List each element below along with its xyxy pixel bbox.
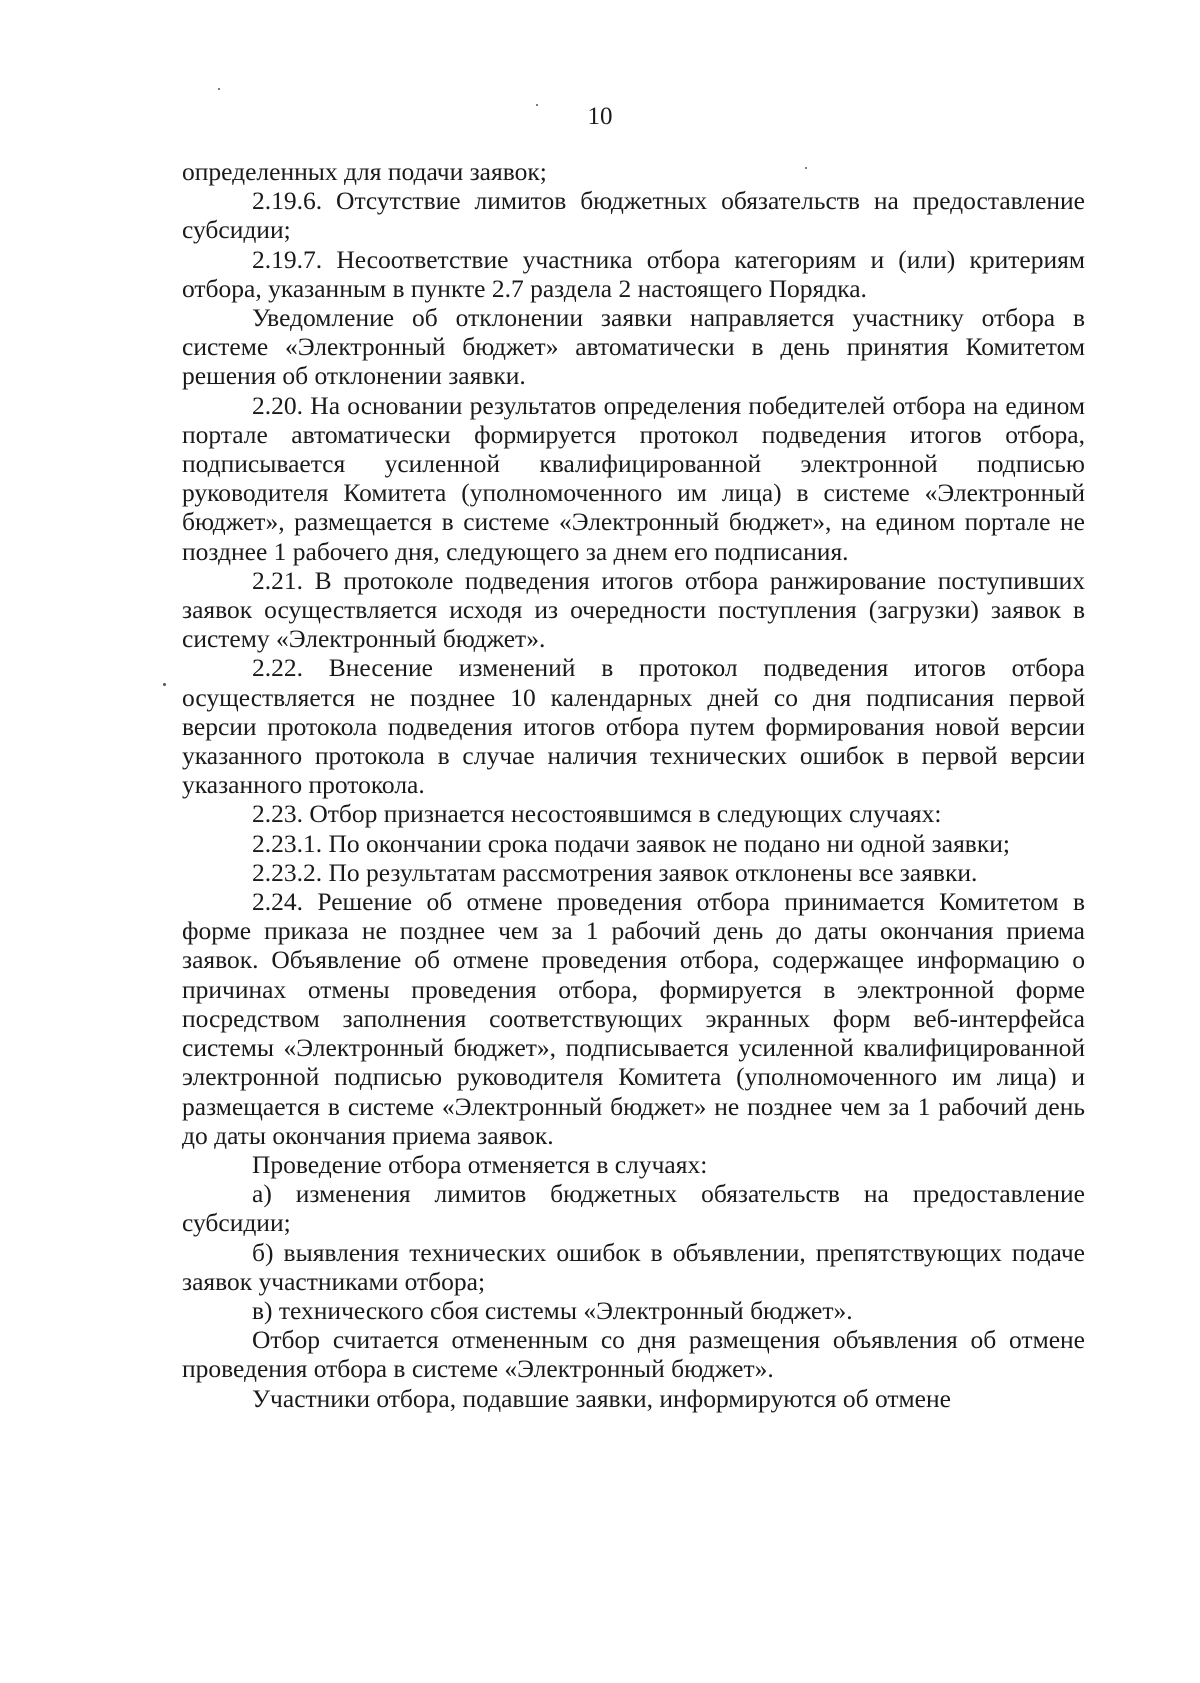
paragraph-case-a: а) изменения лимитов бюджетных обязательств на предоставление субсидии; [182, 1179, 1085, 1238]
scan-speck [163, 683, 166, 686]
paragraph-2-19-6: 2.19.6. Отсутствие лимитов бюджетных обязательств на предоставление субсидии; [182, 186, 1085, 245]
paragraph-2-23: 2.23. Отбор признается несостоявшимся в следующих случаях: [252, 799, 942, 829]
paragraph-2-22: 2.22. Внесение изменений в протокол подведения итогов отбора осуществляется не позднее 10 календарных дней со дня подписания первой версии протокола подведения итогов отбора путем формирования новой версии указанного протокола в случае наличия технических ошибок в первой версии указанного протокола. [182, 653, 1085, 800]
paragraph-case-b: б) выявления технических ошибок в объявлении, препятствующих подаче заявок участниками отбора; [182, 1237, 1085, 1296]
scan-speck [536, 104, 538, 106]
paragraph-cancelled-date: Отбор считается отмененным со дня размещения объявления об отмене проведения отбора в системе «Электронный бюджет». [182, 1325, 1085, 1384]
paragraph-2-20: 2.20. На основании результатов определения победителей отбора на едином портале автоматически формируется протокол подведения итогов отбора, подписывается усиленной квалифицированной электронной подписью руководителя Комитета (уполномоченного им лица) в системе «Электронный бюджет», размещается в системе «Электронный бюджет», на едином портале не позднее 1 рабочего дня, следующего за днем его подписания. [182, 390, 1085, 566]
paragraph-participants-informed: Участники отбора, подавшие заявки, информируются об отмене [252, 1383, 951, 1413]
paragraph-cancel-cases: Проведение отбора отменяется в случаях: [252, 1149, 708, 1179]
scan-speck [805, 167, 807, 169]
paragraph-continuation: определенных для подачи заявок; [182, 157, 547, 186]
scan-speck [218, 88, 220, 90]
paragraph-case-v: в) технического сбоя системы «Электронный бюджет». [252, 1295, 853, 1325]
paragraph-2-24: 2.24. Решение об отмене проведения отбора принимается Комитетом в форме приказа не позднее чем за 1 рабочий день до даты окончания приема заявок. Объявление об отмене проведения отбора, содержащее информацию о причинах отмены проведения отбора, формируется в электронной форме посредством заполнения соответствующих экранных форм веб-интерфейса системы «Электронный бюджет», подписывается усиленной квалифицированной электронной подписью руководителя Комитета (уполномоченного им лица) и размещается в системе «Электронный бюджет» не позднее чем за 1 рабочий день до даты окончания приема заявок. [182, 887, 1085, 1150]
paragraph-2-23-2: 2.23.2. По результатам рассмотрения заявок отклонены все заявки. [252, 857, 978, 887]
paragraph-rejection-notice: Уведомление об отклонении заявки направляется участнику отбора в системе «Электронный бюджет» автоматически в день принятия Комитетом решения об отклонении заявки. [182, 303, 1085, 391]
paragraph-2-23-1: 2.23.1. По окончании срока подачи заявок не подано ни одной заявки; [252, 828, 1010, 858]
paragraph-2-19-7: 2.19.7. Несоответствие участника отбора категориям и (или) критериям отбора, указанным в пункте 2.7 раздела 2 настоящего Порядка. [182, 244, 1085, 303]
paragraph-2-21: 2.21. В протоколе подведения итогов отбора ранжирование поступивших заявок осуществляется исходя из очередности поступления (загрузки) заявок в систему «Электронный бюджет». [182, 565, 1085, 654]
page-number: 10 [587, 103, 613, 130]
body-text [182, 157, 1085, 1413]
